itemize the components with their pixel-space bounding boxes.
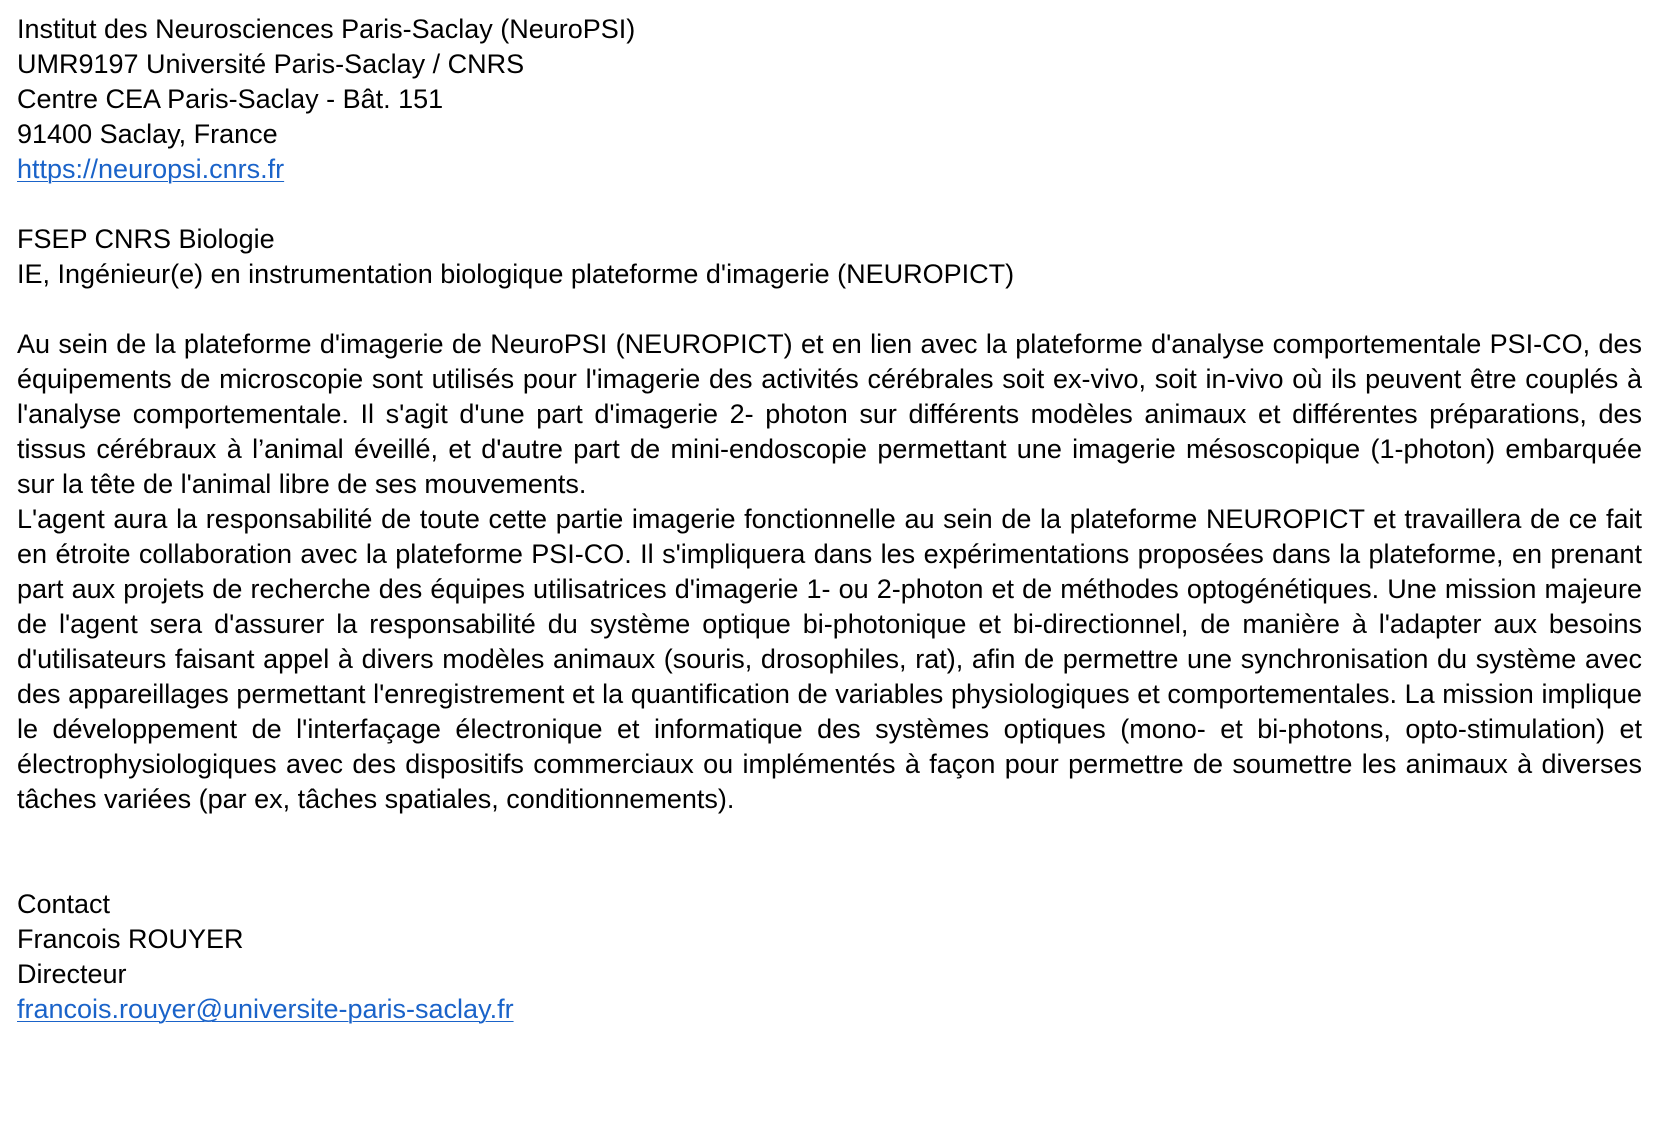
- job-title: IE, Ingénieur(e) en instrumentation biologique plateforme d'imagerie (NEUROPICT): [17, 259, 1015, 289]
- institute-name: Institut des Neurosciences Paris-Saclay (NeuroPSI): [17, 14, 636, 44]
- position-block: [17, 222, 1640, 292]
- address-block: [17, 12, 1640, 187]
- contact-heading: Contact: [17, 889, 111, 919]
- description-paragraph: L'agent aura la responsabilité de toute cette partie imagerie fonctionnelle au sein de la plateforme NEUROPICT et travaillera de ce fait en étroite collaboration avec la plateforme PSI-CO. Il s'impliquera dans les expérimentations proposées dans la plateforme, en prenant part aux projets de recherche des équipes utilisatrices d'imagerie 1- ou 2-photon et de méthodes optogénétiques. Une mission majeure de l'agent sera d'assurer la responsabilité du système optique bi-photonique et bi-directionnel, de manière à l'adapter aux besoins d'utilisateurs faisant appel à divers modèles animaux (souris, drosophiles, rat), afin de permettre une synchronisation du système avec des appareillages permettant l'enregistrement et la quantification de variables physiologiques et comportementales. La mission implique le développement de l'interfaçage électronique et informatique des systèmes optiques (mono- et bi-photons, opto-stimulation) et électrophysiologiques avec des dispositifs commerciaux ou implémentés à façon pour permettre de soumettre les animaux à diverses tâches variées (par ex, tâches spatiales, conditionnements).: [17, 504, 1642, 814]
- job-description: [17, 327, 1640, 817]
- description-paragraph: Au sein de la plateforme d'imagerie de NeuroPSI (NEUROPICT) et en lien avec la plateforme d'analyse comportementale PSI-CO, des équipements de microscopie sont utilisés pour l'imagerie des activités cérébrales soit ex-vivo, soit in-vivo où ils peuvent être couplés à l'analyse comportementale. Il s'agit d'une part d'imagerie 2- photon sur différents modèles animaux et différentes préparations, des tissus cérébraux à l’animal éveillé, et d'autre part de mini-endoscopie permettant une imagerie mésoscopique (1-photon) embarquée sur la tête de l'animal libre de ses mouvements.: [17, 329, 1642, 499]
- centre-line: Centre CEA Paris-Saclay - Bât. 151: [17, 84, 444, 114]
- contact-name: Francois ROUYER: [17, 924, 244, 954]
- website-link[interactable]: https://neuropsi.cnrs.fr: [17, 154, 285, 184]
- city-line: 91400 Saclay, France: [17, 119, 278, 149]
- contact-role: Directeur: [17, 959, 127, 989]
- umr-line: UMR9197 Université Paris-Saclay / CNRS: [17, 49, 525, 79]
- contact-block: [17, 887, 1640, 1027]
- contact-email-link[interactable]: francois.rouyer@universite-paris-saclay.fr: [17, 994, 514, 1024]
- organization-line: FSEP CNRS Biologie: [17, 224, 275, 254]
